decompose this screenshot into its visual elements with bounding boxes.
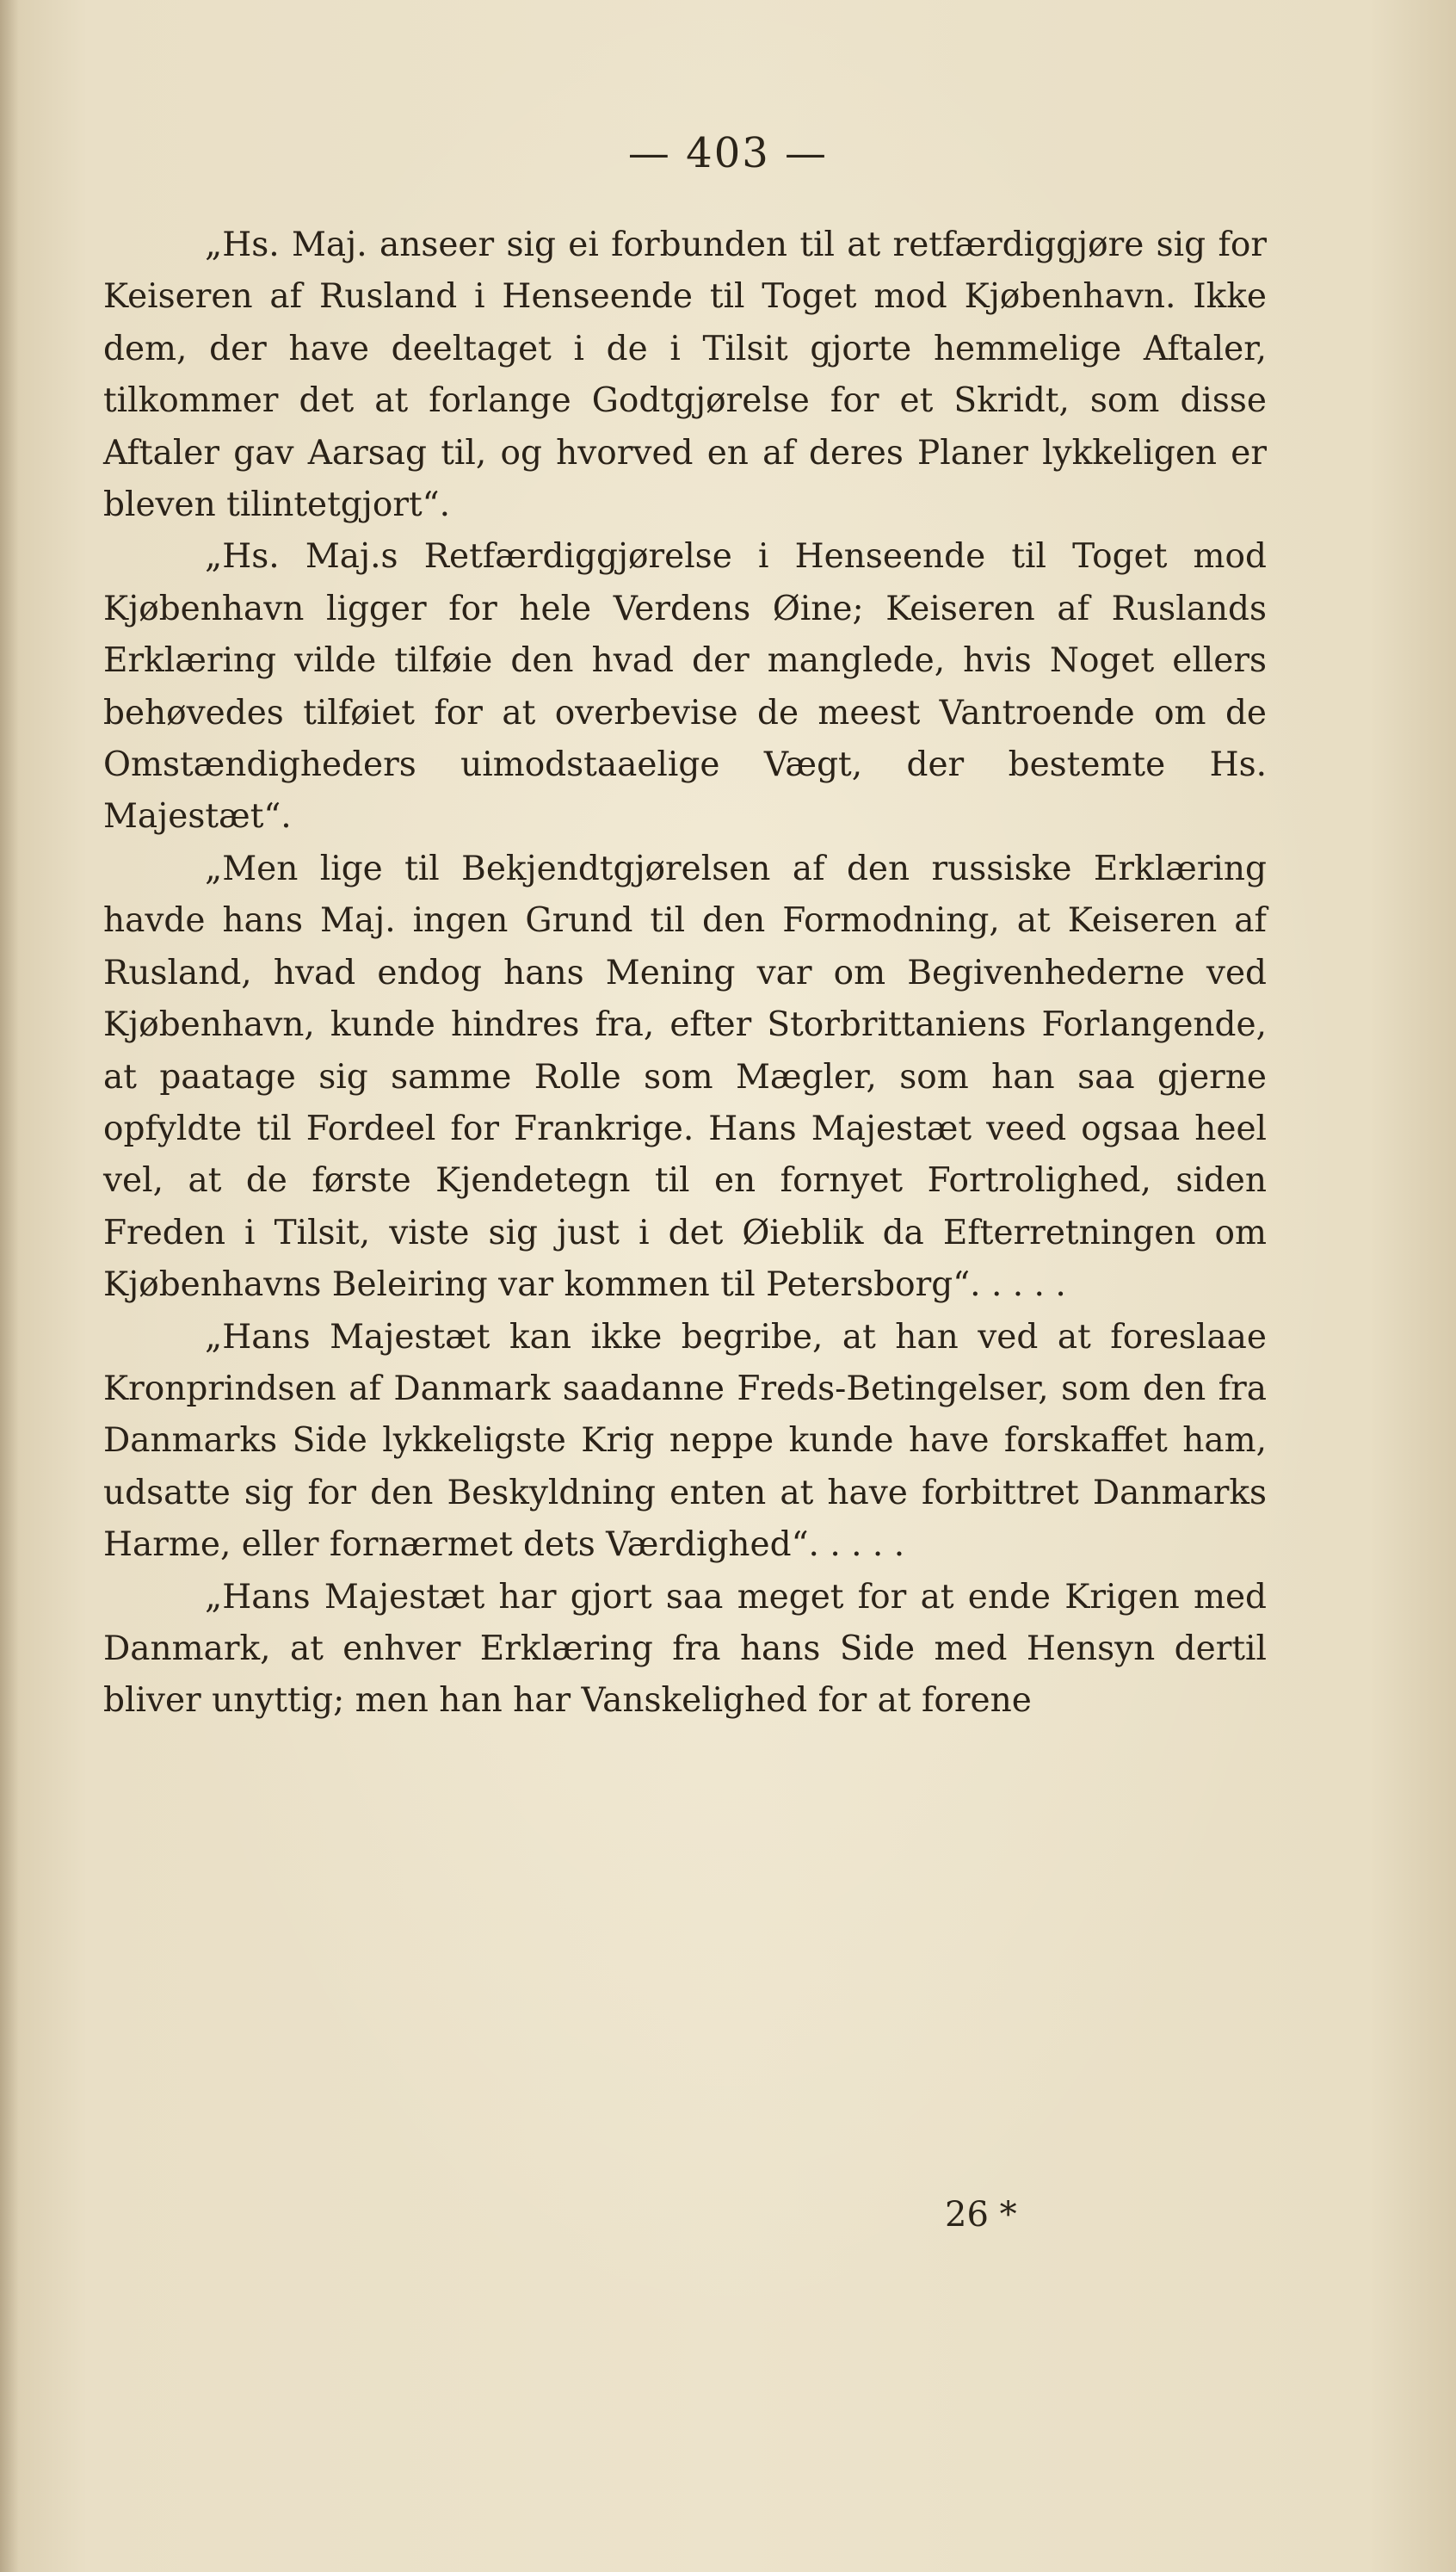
paragraph-1: „Hs. Maj. anseer sig ei forbunden til at retfærdiggjøre sig for Keiseren af Rusland i Henseende til Toget mod Kjøbenhavn. Ikke dem, der have deeltaget i de i Tilsit gjorte hemmelige Aftaler, tilkommer det at forlange Godtgjørelse for et Skridt, som disse Aftaler gav Aarsag til, og hvorved en af deres Planer lykkeligen er bleven tilintetgjort“.: [103, 226, 1267, 525]
paragraph-5: „Hans Majestæt har gjort saa meget for at ende Krigen med Danmark, at enhver Erklæring fra hans Side med Hensyn dertil bliver unyttig; men han har Vanskelighed for at forene: [103, 1577, 1267, 1721]
signature-mark: 26 *: [945, 2195, 1017, 2235]
paragraph-4: „Hans Majestæt kan ikke begribe, at han ved at foreslaae Kronprindsen af Danmark saadanne Freds-Betingelser, som den fra Danmarks Side lykkeligste Krig neppe kunde have forskaffet ham, udsatte sig for den Beskyldning enten at have forbittret Danmarks Harme, eller fornærmet dets Værdighed“. . . . .: [103, 1317, 1267, 1565]
paragraph-3: „Men lige til Bekjendtgjørelsen af den russiske Erklæring havde hans Maj. ingen Grund til den Formodning, at Keiseren af Rusland, hvad endog hans Mening var om Begivenhederne ved Kjøbenhavn, kunde hindres fra, efter Storbrittaniens Forlangende, at paatage sig samme Rolle som Mægler, som han saa gjerne opfyldte til Fordeel for Frankrige. Hans Majestæt veed ogsaa heel vel, at de første Kjendetegn til en fornyet Fortrolighed, siden Freden i Tilsit, viste sig just i det Øieblik da Efterretningen om Kjøbenhavns Beleiring var kommen til Petersborg“. . . . .: [103, 849, 1267, 1305]
paragraph-2: „Hs. Maj.s Retfærdiggjørelse i Henseende til Toget mod Kjøbenhavn ligger for hele Verdens Øine; Keiseren af Ruslands Erklæring vilde tilføie den hvad der manglede, hvis Noget ellers behøvedes tilføiet for at overbevise de meest Vantroende om de Omstændigheders uimodstaaelige Vægt, der bestemte Hs. Majestæt“.: [103, 537, 1267, 837]
body-text: [103, 219, 1267, 1728]
page-edge-shadow: [0, 0, 19, 2572]
page-number: — 403 —: [627, 129, 829, 177]
